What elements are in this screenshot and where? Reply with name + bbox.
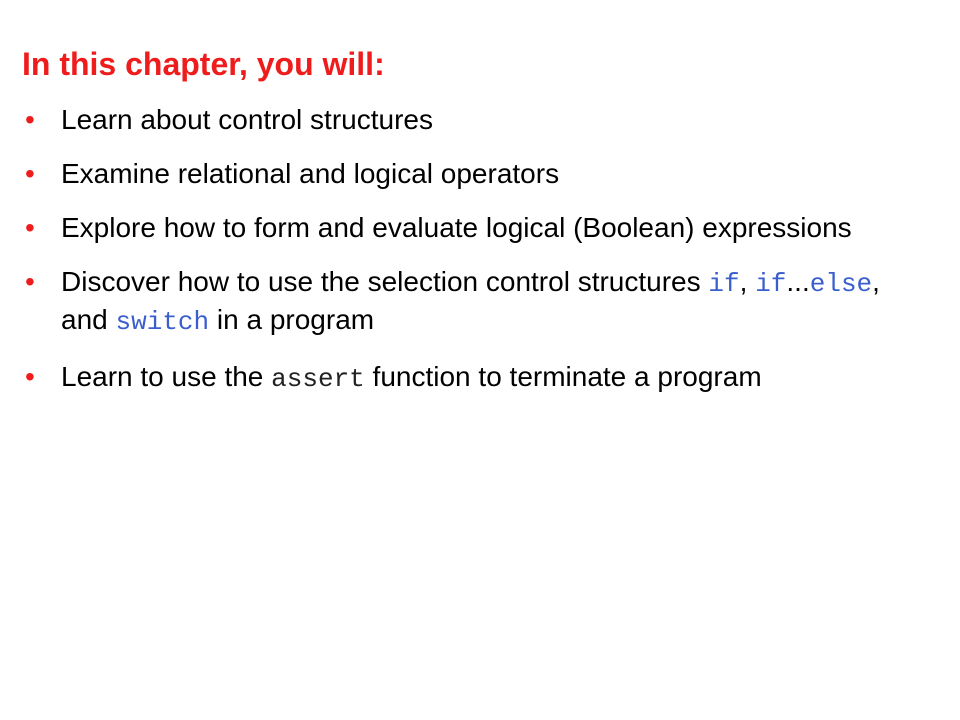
bullet-item: [25, 264, 915, 340]
bullet-item: [25, 359, 915, 397]
bullet-text-prefix: Learn to use the: [61, 361, 272, 392]
code-if: if: [708, 269, 740, 299]
bullet-dot-icon: •: [25, 266, 35, 297]
code-if-else-if: if: [755, 269, 787, 299]
bullet-dot-icon: •: [25, 158, 35, 189]
separator-text: ,: [739, 266, 756, 297]
bullet-text: Learn about control structures: [61, 104, 433, 135]
bullet-item: [25, 156, 915, 191]
bullet-dot-icon: •: [25, 361, 35, 392]
bullet-dot-icon: •: [25, 104, 35, 135]
bullet-text: Explore how to form and evaluate logical (Boolean) expressions: [61, 212, 852, 243]
code-assert: assert: [271, 364, 365, 394]
bullet-dot-icon: •: [25, 212, 35, 243]
bullet-item: [25, 102, 915, 137]
bullet-list: [25, 102, 915, 416]
ellipsis-text: ...: [786, 266, 810, 297]
bullet-text-prefix: Discover how to use the selection control structures: [61, 266, 709, 297]
separator-text: , and: [61, 266, 880, 335]
bullet-text-suffix: in a program: [209, 304, 375, 335]
slide-title: In this chapter, you will:: [22, 46, 385, 82]
code-else: else: [809, 269, 873, 299]
bullet-text: Examine relational and logical operators: [61, 158, 560, 189]
code-switch: switch: [115, 307, 210, 337]
bullet-item: [25, 210, 915, 245]
bullet-text-suffix: function to terminate a program: [364, 361, 762, 392]
